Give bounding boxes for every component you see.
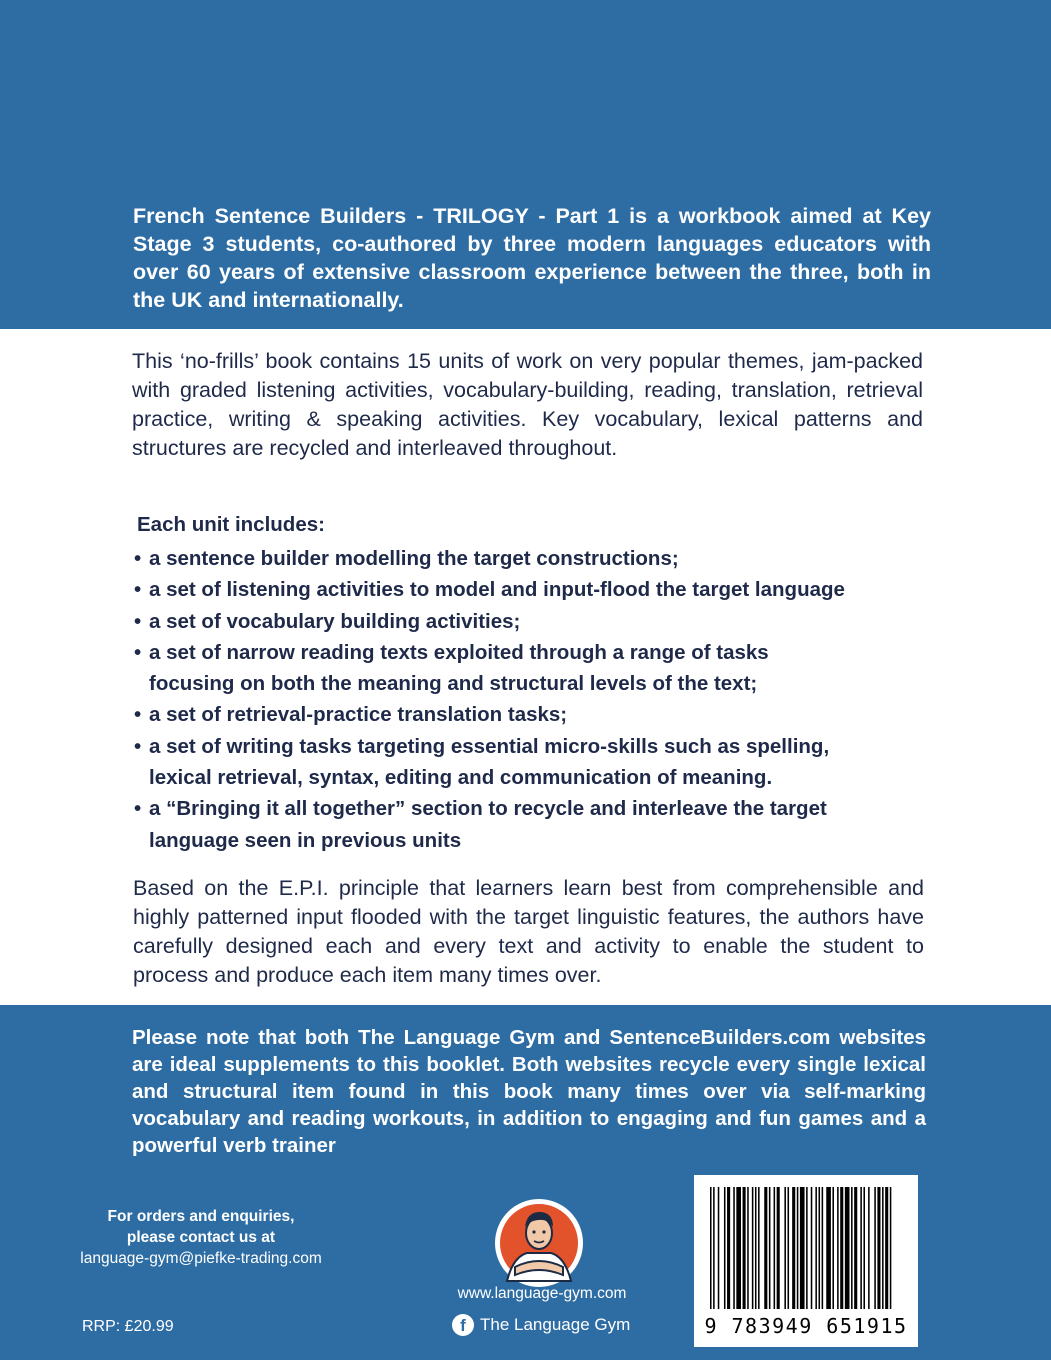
contact-block (56, 1206, 346, 1269)
barcode-bar (769, 1187, 771, 1309)
barcode-bar (890, 1187, 892, 1309)
bullet-icon: • (134, 578, 142, 602)
barcode-bar (800, 1187, 805, 1309)
barcode-bar (743, 1187, 746, 1309)
barcode-bar (837, 1187, 839, 1309)
list-item: • a “Bringing it all together” section to recycle and interleave the target language seen in previous units (133, 793, 933, 856)
facebook-link[interactable] (452, 1314, 630, 1336)
barcode-bar (710, 1187, 712, 1309)
contact-email[interactable]: language-gym@piefke-trading.com (80, 1250, 322, 1267)
barcode-bar (845, 1187, 850, 1309)
barcode-bar (877, 1187, 880, 1309)
barcode-bar (806, 1187, 808, 1309)
barcode-bar (736, 1187, 741, 1309)
barcode-bar (811, 1187, 813, 1309)
barcode-bar (758, 1187, 760, 1309)
barcode-bar (868, 1187, 870, 1309)
barcode-bar (885, 1187, 888, 1309)
barcode-bar (860, 1187, 862, 1309)
list-item: • a set of listening activities to model and input-flood the target language (133, 574, 933, 605)
barcode-bar (832, 1187, 834, 1309)
list-item: • a set of writing tasks targeting essential micro-skills such as spelling, lexical retrieval, syntax, editing and communication of meaning. (133, 731, 933, 794)
bullet-icon: • (134, 734, 142, 758)
barcode-bar (822, 1187, 824, 1309)
barcode-bar (826, 1187, 831, 1309)
unit-includes-list (133, 543, 933, 856)
barcode-bar (840, 1187, 843, 1309)
bullet-icon: • (134, 547, 142, 570)
barcode-bar (777, 1187, 780, 1309)
barcode-bar (819, 1187, 821, 1309)
websites-note: Please note that both The Language Gym and SentenceBuilders.com websites are ideal supplements to this booklet. Both websites recycle every single lexical and structural item found in this book many times over via self-marking vocabulary and reading workouts, in addition to engaging and fun games and a powerful verb trainer (132, 1026, 926, 1157)
barcode-bar (747, 1187, 749, 1309)
barcode-bar (713, 1187, 715, 1309)
barcode-bars (710, 1187, 902, 1309)
bullet-icon: • (134, 640, 142, 664)
bullet-icon: • (134, 609, 142, 633)
barcode-bar (774, 1187, 776, 1309)
contact-line-1: For orders and enquiries, (107, 1208, 295, 1225)
barcode-bar (815, 1187, 817, 1309)
facebook-icon: f (452, 1314, 474, 1336)
list-item: • a set of retrieval-practice translation tasks; (133, 699, 933, 730)
barcode-bar (718, 1187, 720, 1309)
unit-includes-heading: Each unit includes: (137, 513, 325, 536)
language-gym-logo-icon (493, 1197, 585, 1289)
contact-line-2: please contact us at (126, 1229, 276, 1246)
list-item: • a sentence builder modelling the target constructions; (133, 543, 933, 574)
barcode-bar (724, 1187, 726, 1309)
bullet-icon: • (134, 703, 142, 727)
isbn-barcode (694, 1175, 918, 1347)
barcode-bar (854, 1187, 857, 1309)
barcode-bar (874, 1187, 876, 1309)
barcode-bar (784, 1187, 786, 1309)
price-label: RRP: £20.99 (82, 1318, 174, 1335)
barcode-bar (797, 1187, 799, 1309)
barcode-bar (863, 1187, 865, 1309)
list-item: • a set of vocabulary building activities; (133, 606, 933, 637)
barcode-bar (733, 1187, 735, 1309)
barcode-bar (752, 1187, 754, 1309)
isbn-number: 9 783949 651915 (704, 1314, 908, 1338)
principle-paragraph: Based on the E.P.I. principle that learners learn best from comprehensible and highly patterned input flooded with the target linguistic features, the authors have carefully designed each and every text and activity to enable the student to process and produce each item many times over. (133, 876, 924, 987)
barcode-bar (792, 1187, 795, 1309)
barcode-bar (727, 1187, 730, 1309)
list-item: • a set of narrow reading texts exploited through a range of tasks focusing on both the meaning and structural levels of the text; (133, 637, 933, 700)
intro-paragraph: French Sentence Builders - TRILOGY - Part 1 is a workbook aimed at Key Stage 3 students, co-authored by three modern languages educators with over 60 years of extensive classroom experience between the three, both in the UK and internationally. (133, 204, 931, 312)
barcode-bar (882, 1187, 884, 1309)
barcode-bar (851, 1187, 853, 1309)
website-link[interactable]: www.language-gym.com (457, 1285, 627, 1302)
bullet-icon: • (134, 797, 142, 821)
barcode-bar (788, 1187, 790, 1309)
barcode-bar (755, 1187, 757, 1309)
description-paragraph: This ‘no-frills’ book contains 15 units of work on very popular themes, jam-packed with graded listening activities, vocabulary-building, reading, translation, retrieval practice, writing & speaking activities. Key vocabulary, lexical patterns and structures are recycled and interleaved throughout. (132, 349, 923, 460)
barcode-bar (764, 1187, 767, 1309)
facebook-label: The Language Gym (480, 1315, 631, 1334)
